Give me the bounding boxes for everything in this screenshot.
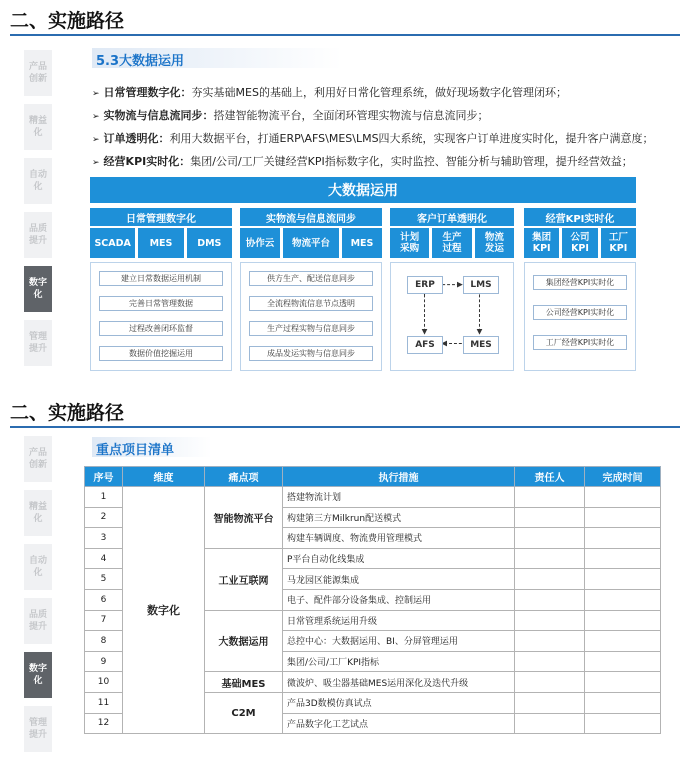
deadline-cell — [585, 569, 661, 590]
item-pill: 建立日常数据运用机制 — [99, 271, 223, 286]
section-title: 二、实施路径 — [10, 10, 125, 32]
bullet-item: ➢ 订单透明化：利用大数据平台，打通ERP\AFS\MES\LMS四大系统，实现客户订单进度实时化，提升客户满意度； — [92, 132, 654, 145]
system-chip: MES — [342, 228, 382, 258]
slide-key-projects — [0, 390, 690, 780]
side-nav-item[interactable]: 管理提升 — [24, 706, 52, 752]
arrow-bullet-icon: ➢ — [92, 89, 100, 99]
column-header: 痛点项 — [205, 467, 283, 487]
measure-cell: 产品3D数模仿真试点 — [283, 692, 515, 713]
measure-cell: 产品数字化工艺试点 — [283, 713, 515, 734]
column-header: 维度 — [123, 467, 205, 487]
row-number: 12 — [85, 713, 123, 734]
table-header-row — [85, 467, 661, 487]
bullet-list — [92, 82, 682, 174]
deadline-cell — [585, 692, 661, 713]
row-number: 11 — [85, 692, 123, 713]
column-header: 执行措施 — [283, 467, 515, 487]
column-title: 日常管理数字化 — [90, 208, 232, 226]
row-number: 3 — [85, 528, 123, 549]
subtitle: 5.3大数据运用 — [96, 54, 185, 69]
system-chip: 计划采购 — [390, 228, 429, 258]
owner-cell — [515, 672, 585, 693]
system-node-mes: MES — [463, 336, 499, 354]
dimension-cell: 数字化 — [123, 487, 205, 734]
table-row — [85, 487, 661, 508]
row-number: 10 — [85, 672, 123, 693]
system-node-afs: AFS — [407, 336, 443, 354]
bullet-item: ➢ 实物流与信息流同步：搭建智能物流平台，全面闭环管理实物流与信息流同步； — [92, 109, 489, 122]
item-pill: 数据价值挖掘运用 — [99, 346, 223, 361]
pain-point-cell: 基础MES — [205, 672, 283, 693]
measure-cell: 构建第三方Milkrun配送模式 — [283, 507, 515, 528]
arrow-bullet-icon: ➢ — [92, 158, 100, 168]
column-box — [90, 262, 232, 371]
owner-cell — [515, 631, 585, 652]
row-number: 2 — [85, 507, 123, 528]
measure-cell: 电子、配件部分设备集成、控制运用 — [283, 589, 515, 610]
system-chip: 生产过程 — [432, 228, 471, 258]
item-pill: 成品发运实物与信息同步 — [249, 346, 373, 361]
system-chip: 公司KPI — [562, 228, 597, 258]
column-daily-management — [90, 208, 232, 371]
system-node-erp: ERP — [407, 276, 443, 294]
measure-cell: 日常管理系统运用升级 — [283, 610, 515, 631]
deadline-cell — [585, 589, 661, 610]
measure-cell: 搭建物流计划 — [283, 487, 515, 508]
system-node-lms: LMS — [463, 276, 499, 294]
column-logistics-sync — [240, 208, 382, 371]
item-pill: 过程改善闭环监督 — [99, 321, 223, 336]
pain-point-cell: 工业互联网 — [205, 548, 283, 610]
arrow-bullet-icon: ➢ — [92, 135, 100, 145]
deadline-cell — [585, 713, 661, 734]
deadline-cell — [585, 672, 661, 693]
owner-cell — [515, 713, 585, 734]
measure-cell: 微波炉、吸尘器基础MES运用深化及迭代升级 — [283, 672, 515, 693]
item-pill: 工厂经营KPI实时化 — [533, 335, 627, 350]
key-project-table — [84, 466, 661, 734]
column-box — [240, 262, 382, 371]
owner-cell — [515, 569, 585, 590]
deadline-cell — [585, 651, 661, 672]
item-pill: 全流程物流信息节点透明 — [249, 296, 373, 311]
deadline-cell — [585, 610, 661, 631]
section-title: 二、实施路径 — [10, 402, 125, 424]
row-number: 1 — [85, 487, 123, 508]
row-number: 8 — [85, 631, 123, 652]
big-data-diagram — [90, 177, 636, 371]
pain-point-cell: 大数据运用 — [205, 610, 283, 672]
side-nav-item[interactable]: 产品创新 — [24, 436, 52, 482]
owner-cell — [515, 589, 585, 610]
measure-cell: P平台自动化线集成 — [283, 548, 515, 569]
column-order-transparency — [390, 208, 514, 371]
row-number: 6 — [85, 589, 123, 610]
row-number: 4 — [85, 548, 123, 569]
item-pill: 供方生产、配送信息同步 — [249, 271, 373, 286]
measure-cell: 构建车辆调度、物流费用管理模式 — [283, 528, 515, 549]
bullet-item: ➢ 经营KPI实时化：集团/公司/工厂关键经营KPI指标数字化，实时监控、智能分析与辅助管理，提升经营效益； — [92, 155, 633, 168]
item-pill: 完善日常管理数据 — [99, 296, 223, 311]
side-nav-item[interactable]: 自动化 — [24, 544, 52, 590]
system-chip: 协作云 — [240, 228, 280, 258]
side-nav-item[interactable]: 品质提升 — [24, 212, 52, 258]
owner-cell — [515, 528, 585, 549]
column-header: 完成时间 — [585, 467, 661, 487]
owner-cell — [515, 651, 585, 672]
side-nav-item[interactable]: 数字化 — [24, 652, 52, 698]
row-number: 7 — [85, 610, 123, 631]
system-chip: 物流平台 — [283, 228, 339, 258]
owner-cell — [515, 692, 585, 713]
title-underline — [10, 426, 680, 428]
subtitle: 重点项目清单 — [96, 443, 175, 458]
side-nav-item[interactable]: 精益化 — [24, 104, 52, 150]
system-chip: DMS — [187, 228, 232, 258]
item-pill: 公司经营KPI实时化 — [533, 305, 627, 320]
owner-cell — [515, 548, 585, 569]
side-nav-item[interactable]: 品质提升 — [24, 598, 52, 644]
measure-cell: 总控中心：大数据运用、BI、分屏管理运用 — [283, 631, 515, 652]
side-nav-item[interactable]: 精益化 — [24, 490, 52, 536]
column-kpi-realtime — [524, 208, 636, 371]
side-nav-item[interactable]: 产品创新 — [24, 50, 52, 96]
deadline-cell — [585, 487, 661, 508]
deadline-cell — [585, 507, 661, 528]
column-box — [524, 262, 636, 371]
row-number: 5 — [85, 569, 123, 590]
arrow-bullet-icon: ➢ — [92, 112, 100, 122]
deadline-cell — [585, 528, 661, 549]
system-chip: 工厂KPI — [601, 228, 636, 258]
system-flow-box — [390, 262, 514, 371]
measure-cell: 集团/公司/工厂KPI指标 — [283, 651, 515, 672]
side-nav-item[interactable]: 自动化 — [24, 158, 52, 204]
bullet-item: ➢ 日常管理数字化：夯实基础MES的基础上，利用好日常化管理系统，做好现场数字化管理闭环； — [92, 86, 567, 99]
system-chip: 物流发运 — [475, 228, 514, 258]
system-chip: MES — [138, 228, 183, 258]
item-pill: 生产过程实物与信息同步 — [249, 321, 373, 336]
pain-point-cell: C2M — [205, 692, 283, 733]
column-header: 责任人 — [515, 467, 585, 487]
deadline-cell — [585, 548, 661, 569]
title-underline — [10, 34, 680, 36]
column-header: 序号 — [85, 467, 123, 487]
side-nav-item[interactable]: 管理提升 — [24, 320, 52, 366]
system-chip: 集团KPI — [524, 228, 559, 258]
column-title: 客户订单透明化 — [390, 208, 514, 226]
column-title: 经营KPI实时化 — [524, 208, 636, 226]
measure-cell: 马龙园区能源集成 — [283, 569, 515, 590]
owner-cell — [515, 507, 585, 528]
deadline-cell — [585, 631, 661, 652]
column-title: 实物流与信息流同步 — [240, 208, 382, 226]
owner-cell — [515, 487, 585, 508]
item-pill: 集团经营KPI实时化 — [533, 275, 627, 290]
owner-cell — [515, 610, 585, 631]
pain-point-cell: 智能物流平台 — [205, 487, 283, 549]
row-number: 9 — [85, 651, 123, 672]
side-nav-item[interactable]: 数字化 — [24, 266, 52, 312]
system-chip: SCADA — [90, 228, 135, 258]
diagram-title: 大数据运用 — [90, 177, 636, 203]
